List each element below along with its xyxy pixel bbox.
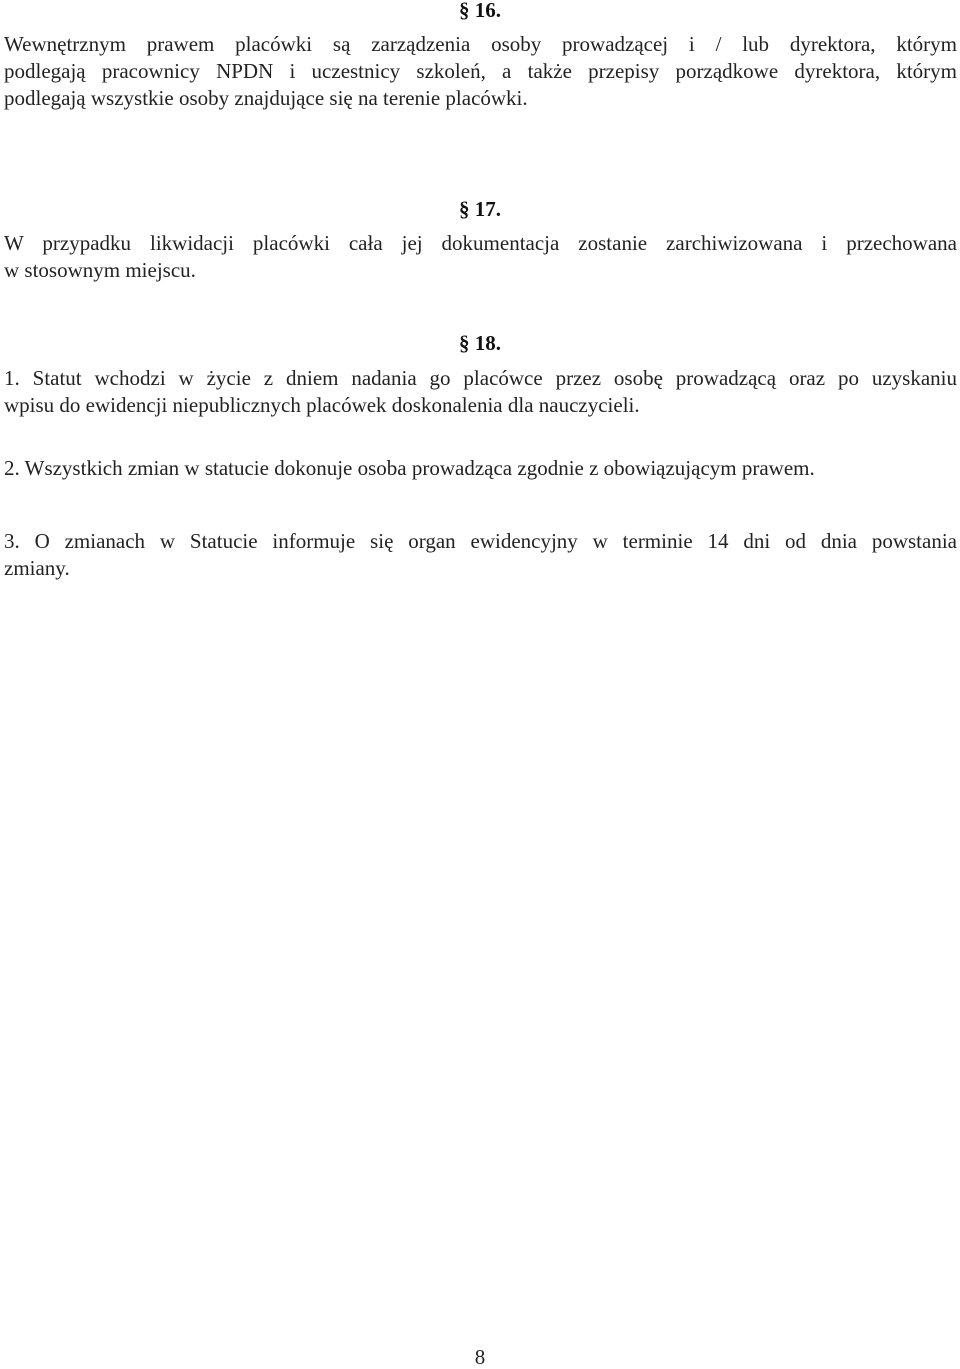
section-18-point-2 [4,455,957,482]
section-heading-17-text: § 17. [459,197,501,221]
section-16-line-3: podlegają wszystkie osoby znajdujące się na terenie placówki. [4,86,528,110]
section-18-point-2-line-1: 2. Wszystkich zmian w statucie dokonuje osoba prowadząca zgodnie z obowiązującym prawem. [4,456,815,480]
section-17-line-1: W przypadku likwidacji placówki cała jej dokumentacja zostanie zarchiwizowana i przechowana [4,231,957,255]
section-16-paragraph [4,31,957,112]
section-18-point-3-line-2: zmiany. [4,556,70,580]
section-18-point-1-line-1: 1. Statut wchodzi w życie z dniem nadania go placówce przez osobę prowadzącą oraz po uzyskaniu [4,366,957,390]
section-17-paragraph [4,230,957,284]
section-17-line-2: w stosownym miejscu. [4,258,196,282]
section-18-point-1 [4,365,957,419]
section-heading-16-text: § 16. [459,0,501,22]
page-number: 8 [474,1345,486,1369]
section-heading-18-text: § 18. [459,331,501,355]
section-18-point-3-line-1: 3. O zmianach w Statucie informuje się organ ewidencyjny w terminie 14 dni od dnia powstania [4,529,957,553]
section-18-point-1-line-2: wpisu do ewidencji niepublicznych placówek doskonalenia dla nauczycieli. [4,393,640,417]
section-heading-16 [0,0,960,22]
section-18-point-3 [4,528,957,582]
section-16-line-2: podlegają pracownicy NPDN i uczestnicy szkoleń, a także przepisy porządkowe dyrektora, którym [4,59,957,83]
section-heading-18 [0,331,960,355]
section-16-line-1: Wewnętrznym prawem placówki są zarządzenia osoby prowadzącej i / lub dyrektora, którym [4,32,957,56]
section-heading-17 [0,197,960,221]
